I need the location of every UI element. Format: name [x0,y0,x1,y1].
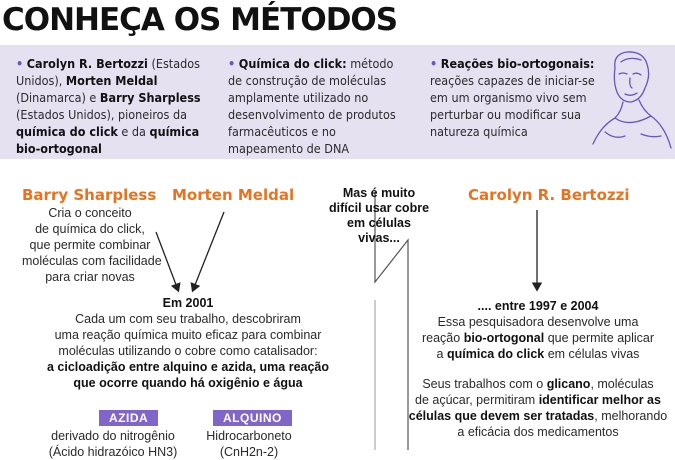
sharpless-name: Barry Sharpless [22,186,157,204]
field-term: química do click [16,124,118,139]
bertozzi-line: a química do click em células vivas [436,347,640,361]
bertozzi-name: Carolyn R. Bertozzi [468,186,630,204]
description-line: para criar novas [45,270,135,284]
laureate-country: (Estados Unidos), pioneiros da [16,107,188,122]
description-line: de química do click, [35,222,145,236]
azida-description [38,428,188,460]
laureate-name: Barry Sharpless [99,90,201,105]
laureate-country: (Estados Unidos), [16,56,200,88]
year-heading: Em 2001 [162,296,214,310]
laureate-name: Carolyn R. Bertozzi [26,56,148,71]
description-line: Cria o conceito [48,206,132,220]
callout-line-text: difícil usar cobre [328,201,430,215]
definition-text: método de construção de moléculas amplamente utilizado no desenvolvimento de produtos farmacêuticos e no mapeamento de DNA [228,56,396,156]
bertozzi-line: Seus trabalhos com o glicano, moléculas [422,377,654,391]
definition-term: Reações bio-ortogonais: [440,56,595,71]
discovery-bold-line: a cicloadição entre alquino e azida, uma reação [46,360,330,374]
discovery-line: moléculas utilizando o cobre como catalisador: [58,344,318,358]
callout-box [324,186,434,246]
connector-text: e da [117,124,150,139]
bertozzi-line: a eficácia dos medicamentos [457,425,619,439]
bullet-icon: • [228,56,236,71]
laureate-name: Morten Meldal [65,73,158,88]
description-line: moléculas com facilidade [22,254,162,268]
bertozzi-line: de açúcar, permitiram identificar melhor as [415,393,661,407]
arrow-down-icon [193,212,224,290]
alquino-tag [213,409,292,427]
description-line: que permite combinar [29,238,151,252]
alquino-formula: (CnH2n-2) [219,445,279,459]
azida-desc: derivado do nitrogênio [51,429,175,443]
callout-line-text: vivas... [358,231,400,245]
azida-formula: (Ácido hidrazóico HN3) [48,445,178,459]
discovery-line: Cada um com seu trabalho, descobriram [75,312,301,326]
alquino-desc: Hidrocarboneto [206,429,292,443]
definition-text: reações capazes de iniciar-se em um organismo vivo sem perturbar ou modificar sua natureza química [430,73,595,139]
azida-tag [99,409,158,427]
alquino-description [194,428,304,460]
laureate-country: (Dinamarca) e [16,90,100,105]
bertozzi-line: Essa pesquisadora desenvolve uma [437,315,639,329]
bullet-icon: • [430,56,438,71]
page-title: CONHEÇA OS MÉTODOS [2,2,398,38]
azida-label: AZIDA [99,410,158,426]
bertozzi-line: células que devem ser tratadas, melhorando [408,409,668,423]
meldal-name: Morten Meldal [172,186,295,204]
callout-line-text: Mas é muito [342,186,416,200]
arrow-down-icon [156,232,178,290]
bullet-icon: • [16,56,24,71]
bertozzi-line: reação bio-ortogonal que permite aplicar [421,331,655,345]
period-heading: .... entre 1997 e 2004 [477,299,599,313]
bertozzi-p2 [408,376,668,440]
discovery-line: uma reação química muito eficaz para combinar [54,328,322,342]
alquino-label: ALQUINO [213,410,292,426]
discovery-2001 [8,295,368,391]
discovery-bold-line: que ocorre quando há oxigênio e água [73,376,303,390]
definition-term: Química do click: [238,56,347,71]
callout-line-text: em células [347,216,411,230]
bertozzi-p1 [408,298,668,362]
field-term: química bio-ortogonal [16,124,200,156]
